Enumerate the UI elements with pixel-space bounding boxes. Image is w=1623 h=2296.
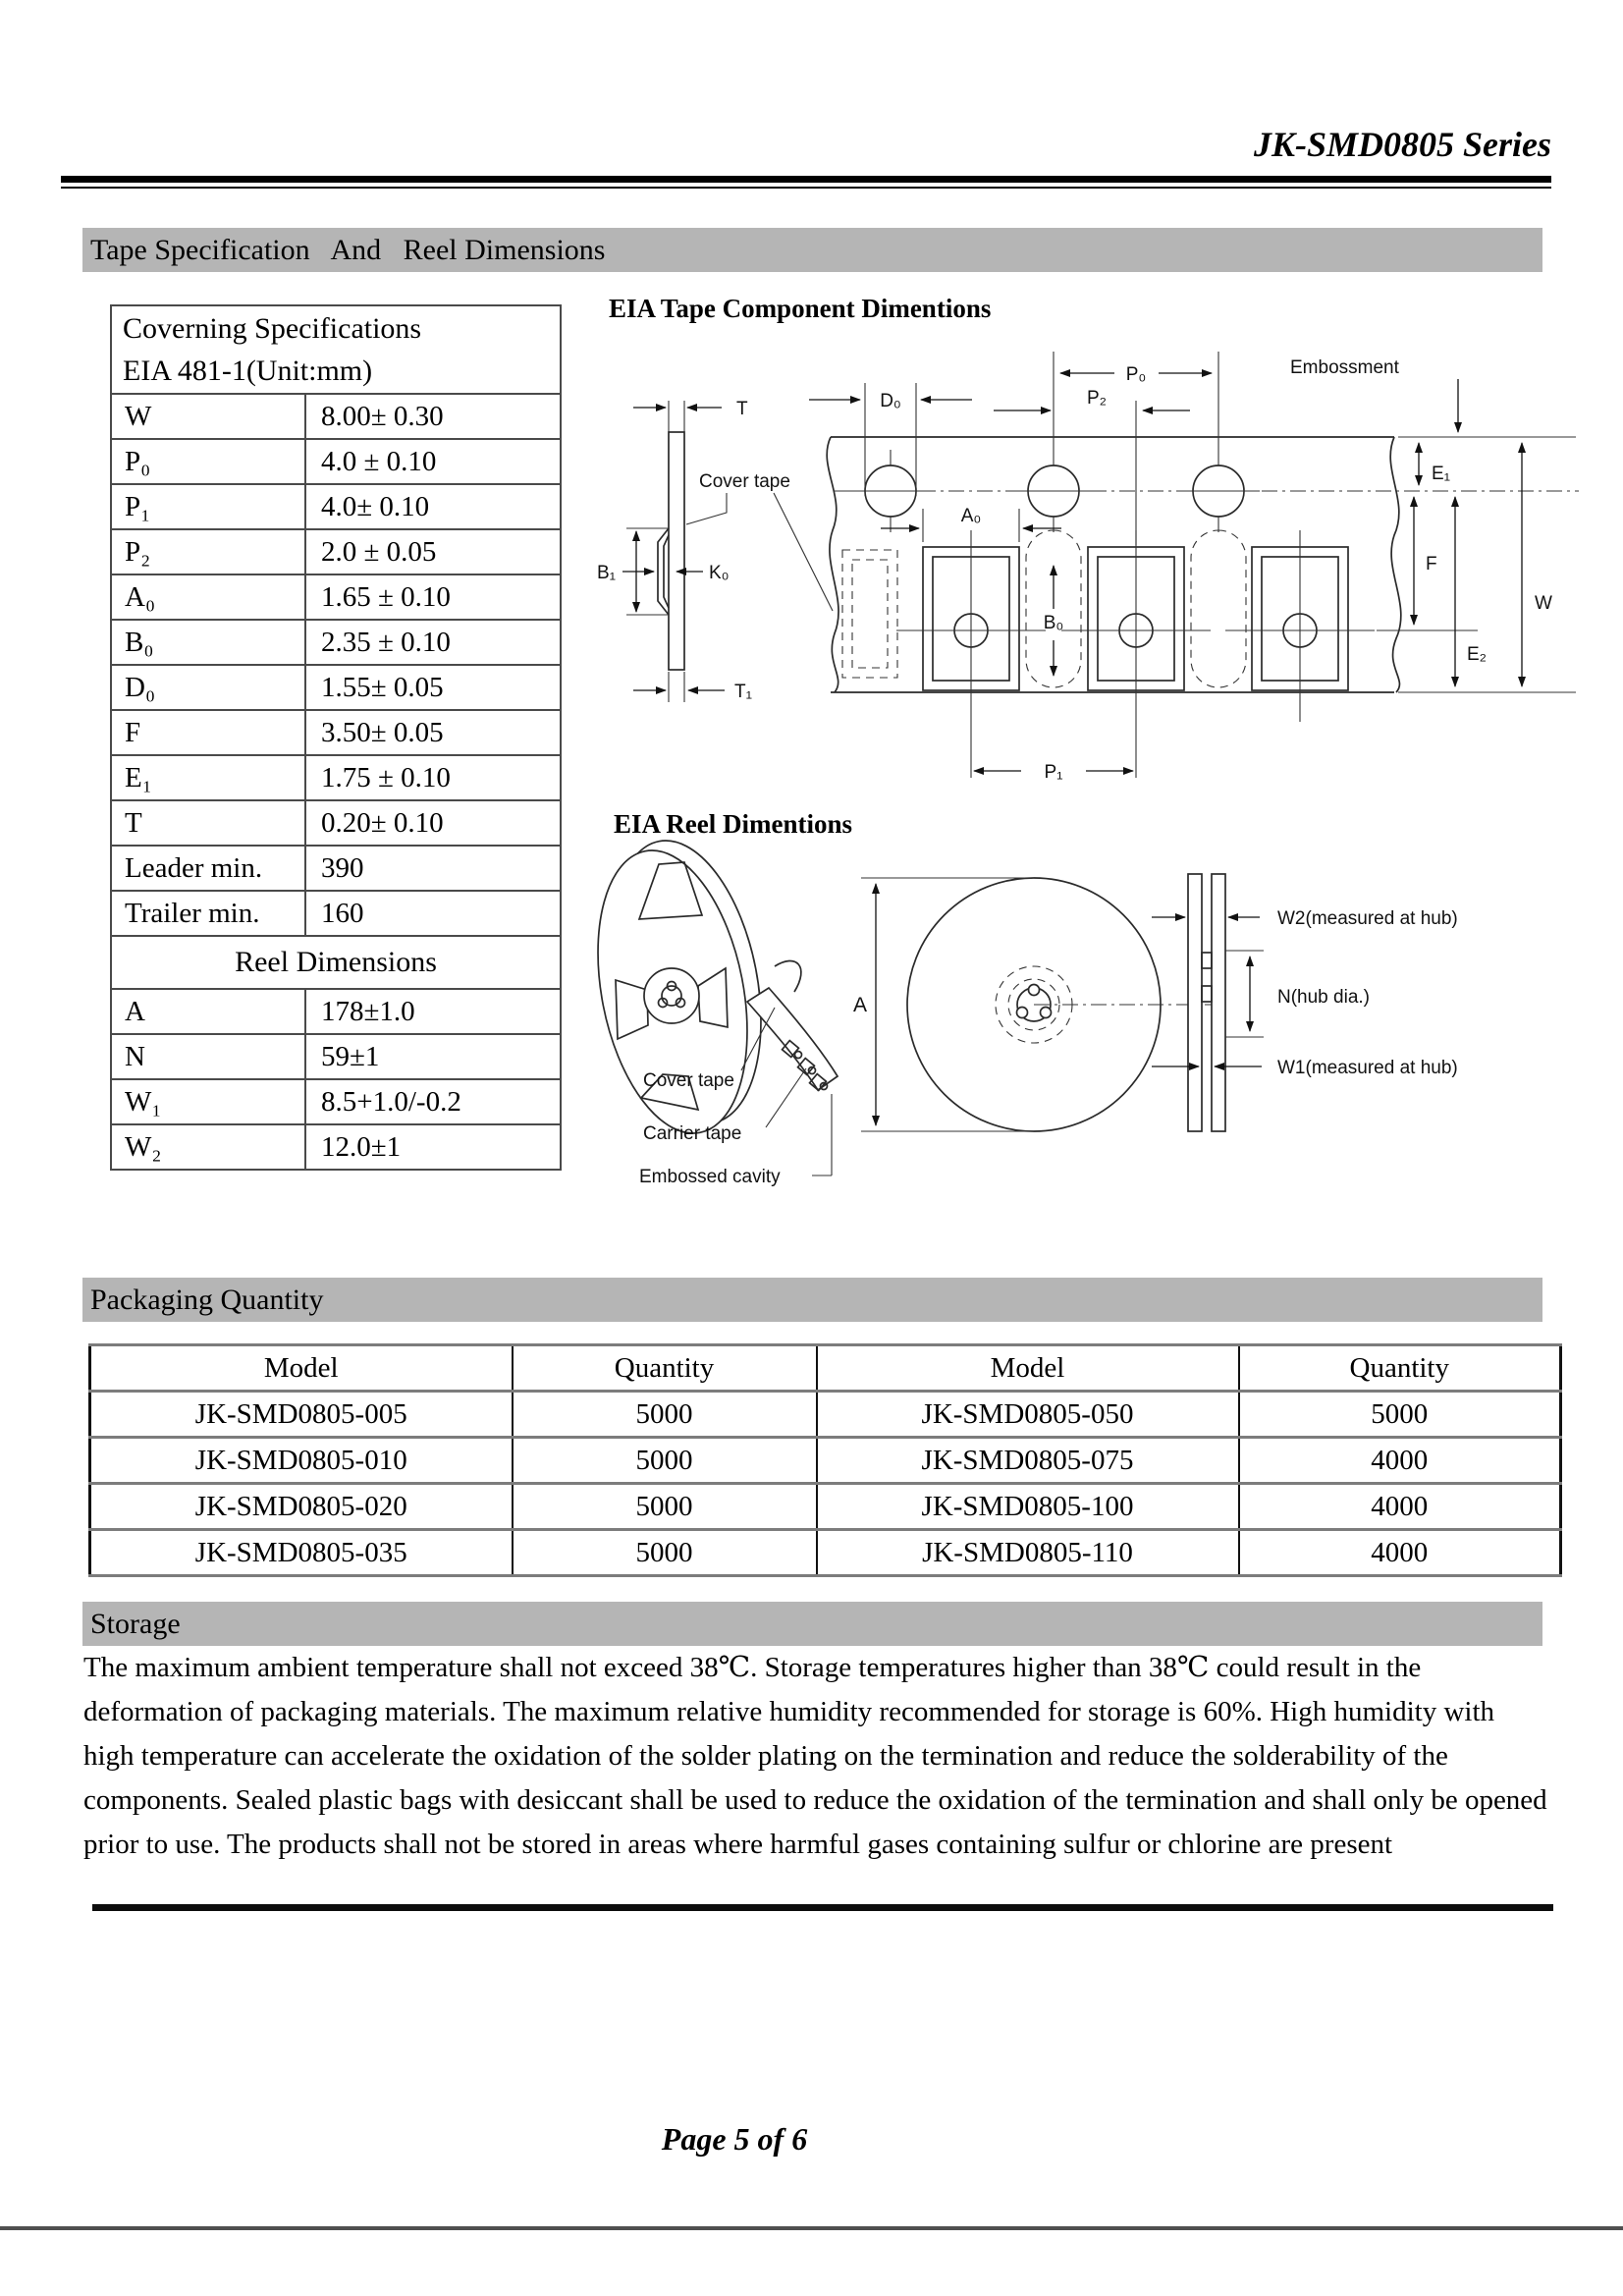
tape-label-b0: B₀ <box>1043 613 1064 633</box>
tape-label-d0: D₀ <box>880 391 901 411</box>
spec-title-line1: Coverning Specifications <box>123 312 422 345</box>
model-cell: JK-SMD0805-075 <box>817 1438 1239 1484</box>
column-header: Quantity <box>513 1345 817 1392</box>
spec-table <box>110 304 562 1171</box>
table-row <box>111 891 561 936</box>
page-title: JK-SMD0805 Series <box>1253 125 1551 164</box>
spec-label: W₂ <box>111 1124 305 1170</box>
reel-dimensions-diagram <box>565 803 1623 1277</box>
tape-component-diagram <box>589 285 1615 797</box>
table-row <box>90 1484 1561 1530</box>
tape-diagram-title: EIA Tape Component Dimentions <box>609 294 992 323</box>
section-banner-storage: Storage <box>82 1602 1542 1646</box>
table-row <box>111 529 561 574</box>
spec-value: 8.5+1.0/-0.2 <box>305 1079 561 1124</box>
packaging-table-container <box>88 1343 1559 1577</box>
reel-label-w2: W2(measured at hub) <box>1277 908 1458 929</box>
spec-label: E₁ <box>111 755 305 800</box>
table-row <box>111 846 561 891</box>
header-rule <box>61 176 1551 189</box>
tape-side-view <box>658 432 684 670</box>
spec-label: P₂ <box>111 529 305 574</box>
reel-label-n: N(hub dia.) <box>1277 987 1370 1008</box>
tape-label-embossment: Embossment <box>1290 357 1399 378</box>
model-cell: JK-SMD0805-020 <box>90 1484 513 1530</box>
table-row <box>111 800 561 846</box>
table-row <box>111 1079 561 1124</box>
page-number: Page 5 of 6 <box>661 2121 808 2157</box>
quantity-cell: 5000 <box>513 1392 817 1438</box>
section-banner-packaging: Packaging Quantity <box>82 1278 1542 1322</box>
spec-value: 3.50± 0.05 <box>305 710 561 755</box>
spec-label: F <box>111 710 305 755</box>
tape-label-b1: B₁ <box>597 563 617 583</box>
quantity-cell: 5000 <box>513 1438 817 1484</box>
reel-diagram-title: EIA Reel Dimentions <box>614 809 852 839</box>
table-row <box>90 1438 1561 1484</box>
spec-table-container <box>110 304 560 1171</box>
table-row <box>90 1392 1561 1438</box>
model-cell: JK-SMD0805-110 <box>817 1530 1239 1576</box>
spec-reel-section-row <box>111 936 561 989</box>
spec-value: 1.55± 0.05 <box>305 665 561 710</box>
table-row <box>111 665 561 710</box>
model-cell: JK-SMD0805-035 <box>90 1530 513 1576</box>
spec-label: A <box>111 989 305 1034</box>
spec-title-line2: EIA 481-1(Unit:mm) <box>123 355 373 387</box>
reel-3d-view <box>575 828 838 1146</box>
section-banner-tape: Tape Specification And Reel Dimensions <box>82 228 1542 272</box>
tape-label-p0: P₀ <box>1125 364 1147 385</box>
table-row <box>111 710 561 755</box>
spec-value: 178±1.0 <box>305 989 561 1034</box>
table-row <box>111 484 561 529</box>
tape-label-w: W <box>1535 593 1552 614</box>
table-row <box>111 394 561 439</box>
tape-label-p1: P₁ <box>1044 762 1063 783</box>
model-cell: JK-SMD0805-010 <box>90 1438 513 1484</box>
table-row <box>111 574 561 620</box>
spec-value: 12.0±1 <box>305 1124 561 1170</box>
tape-label-a0: A₀ <box>960 506 982 526</box>
quantity-cell: 5000 <box>513 1484 817 1530</box>
spec-value: 390 <box>305 846 561 891</box>
table-row <box>90 1530 1561 1576</box>
spec-label: T <box>111 800 305 846</box>
spec-value: 4.0± 0.10 <box>305 484 561 529</box>
table-row <box>111 989 561 1034</box>
tape-label-e1: E₁ <box>1432 464 1451 484</box>
spec-value: 2.0 ± 0.05 <box>305 529 561 574</box>
spec-label: W₁ <box>111 1079 305 1124</box>
reel-label-cover-tape: Cover tape <box>643 1070 734 1091</box>
spec-label: W <box>111 394 305 439</box>
tape-label-e2: E₂ <box>1467 644 1488 665</box>
spec-label: A₀ <box>111 574 305 620</box>
spec-label: P₀ <box>111 439 305 484</box>
spec-label: N <box>111 1034 305 1079</box>
table-row <box>111 439 561 484</box>
column-header: Model <box>90 1345 513 1392</box>
reel-label-a: A <box>852 994 867 1016</box>
reel-label-carrier-tape: Carrier tape <box>643 1123 742 1144</box>
table-row <box>111 755 561 800</box>
spec-value: 1.75 ± 0.10 <box>305 755 561 800</box>
packaging-table <box>88 1343 1562 1577</box>
spec-value: 4.0 ± 0.10 <box>305 439 561 484</box>
column-header: Model <box>817 1345 1239 1392</box>
model-cell: JK-SMD0805-050 <box>817 1392 1239 1438</box>
tape-label-p2: P₂ <box>1086 388 1108 409</box>
spec-value: 0.20± 0.10 <box>305 800 561 846</box>
spec-label: Leader min. <box>111 846 305 891</box>
spec-value: 59±1 <box>305 1034 561 1079</box>
spec-value: 1.65 ± 0.10 <box>305 574 561 620</box>
quantity-cell: 4000 <box>1239 1484 1561 1530</box>
reel-label-embossed-cavity: Embossed cavity <box>639 1167 781 1187</box>
model-cell: JK-SMD0805-005 <box>90 1392 513 1438</box>
table-row <box>111 620 561 665</box>
spec-table-title-row <box>111 305 561 394</box>
tape-label-t: T <box>736 399 748 419</box>
spec-value: 2.35 ± 0.10 <box>305 620 561 665</box>
quantity-cell: 4000 <box>1239 1530 1561 1576</box>
reel-label-w1: W1(measured at hub) <box>1277 1058 1458 1078</box>
quantity-cell: 5000 <box>513 1530 817 1576</box>
spec-value: 8.00± 0.30 <box>305 394 561 439</box>
storage-paragraph: The maximum ambient temperature shall not exceed 38℃. Storage temperatures higher than 38℃ could result in the deformation of packaging materials. The maximum relative humidity recommended for storage is 60%. High humidity with high temperature can accelerate the oxidation of the solder plating on the termination and reduce the solderability of the components. Sealed plastic bags with desiccant shall be used to reduce the oxidation of the termination and shall only be opened prior to use. The products shall not be stored in areas where harmful gases containing sulfur or chlorine are present <box>83 1652 1547 1860</box>
column-header: Quantity <box>1239 1345 1561 1392</box>
spec-label: Trailer min. <box>111 891 305 936</box>
tape-label-f: F <box>1426 554 1437 574</box>
spec-label: D₀ <box>111 665 305 710</box>
reel-side-view <box>1188 874 1225 1131</box>
tape-label-k0: K₀ <box>709 563 730 583</box>
bottom-rule <box>0 2226 1623 2230</box>
spec-label: P₁ <box>111 484 305 529</box>
packaging-header-row <box>90 1345 1561 1392</box>
spec-value: 160 <box>305 891 561 936</box>
tape-label-t1: T₁ <box>734 682 753 702</box>
table-row <box>111 1124 561 1170</box>
page-footer <box>0 2121 1469 2158</box>
reel-dimensions-heading: Reel Dimensions <box>111 936 561 989</box>
tape-label-cover-tape: Cover tape <box>699 471 790 492</box>
spec-label: B₀ <box>111 620 305 665</box>
quantity-cell: 5000 <box>1239 1392 1561 1438</box>
quantity-cell: 4000 <box>1239 1438 1561 1484</box>
model-cell: JK-SMD0805-100 <box>817 1484 1239 1530</box>
table-row <box>111 1034 561 1079</box>
footer-rule <box>92 1904 1553 1911</box>
